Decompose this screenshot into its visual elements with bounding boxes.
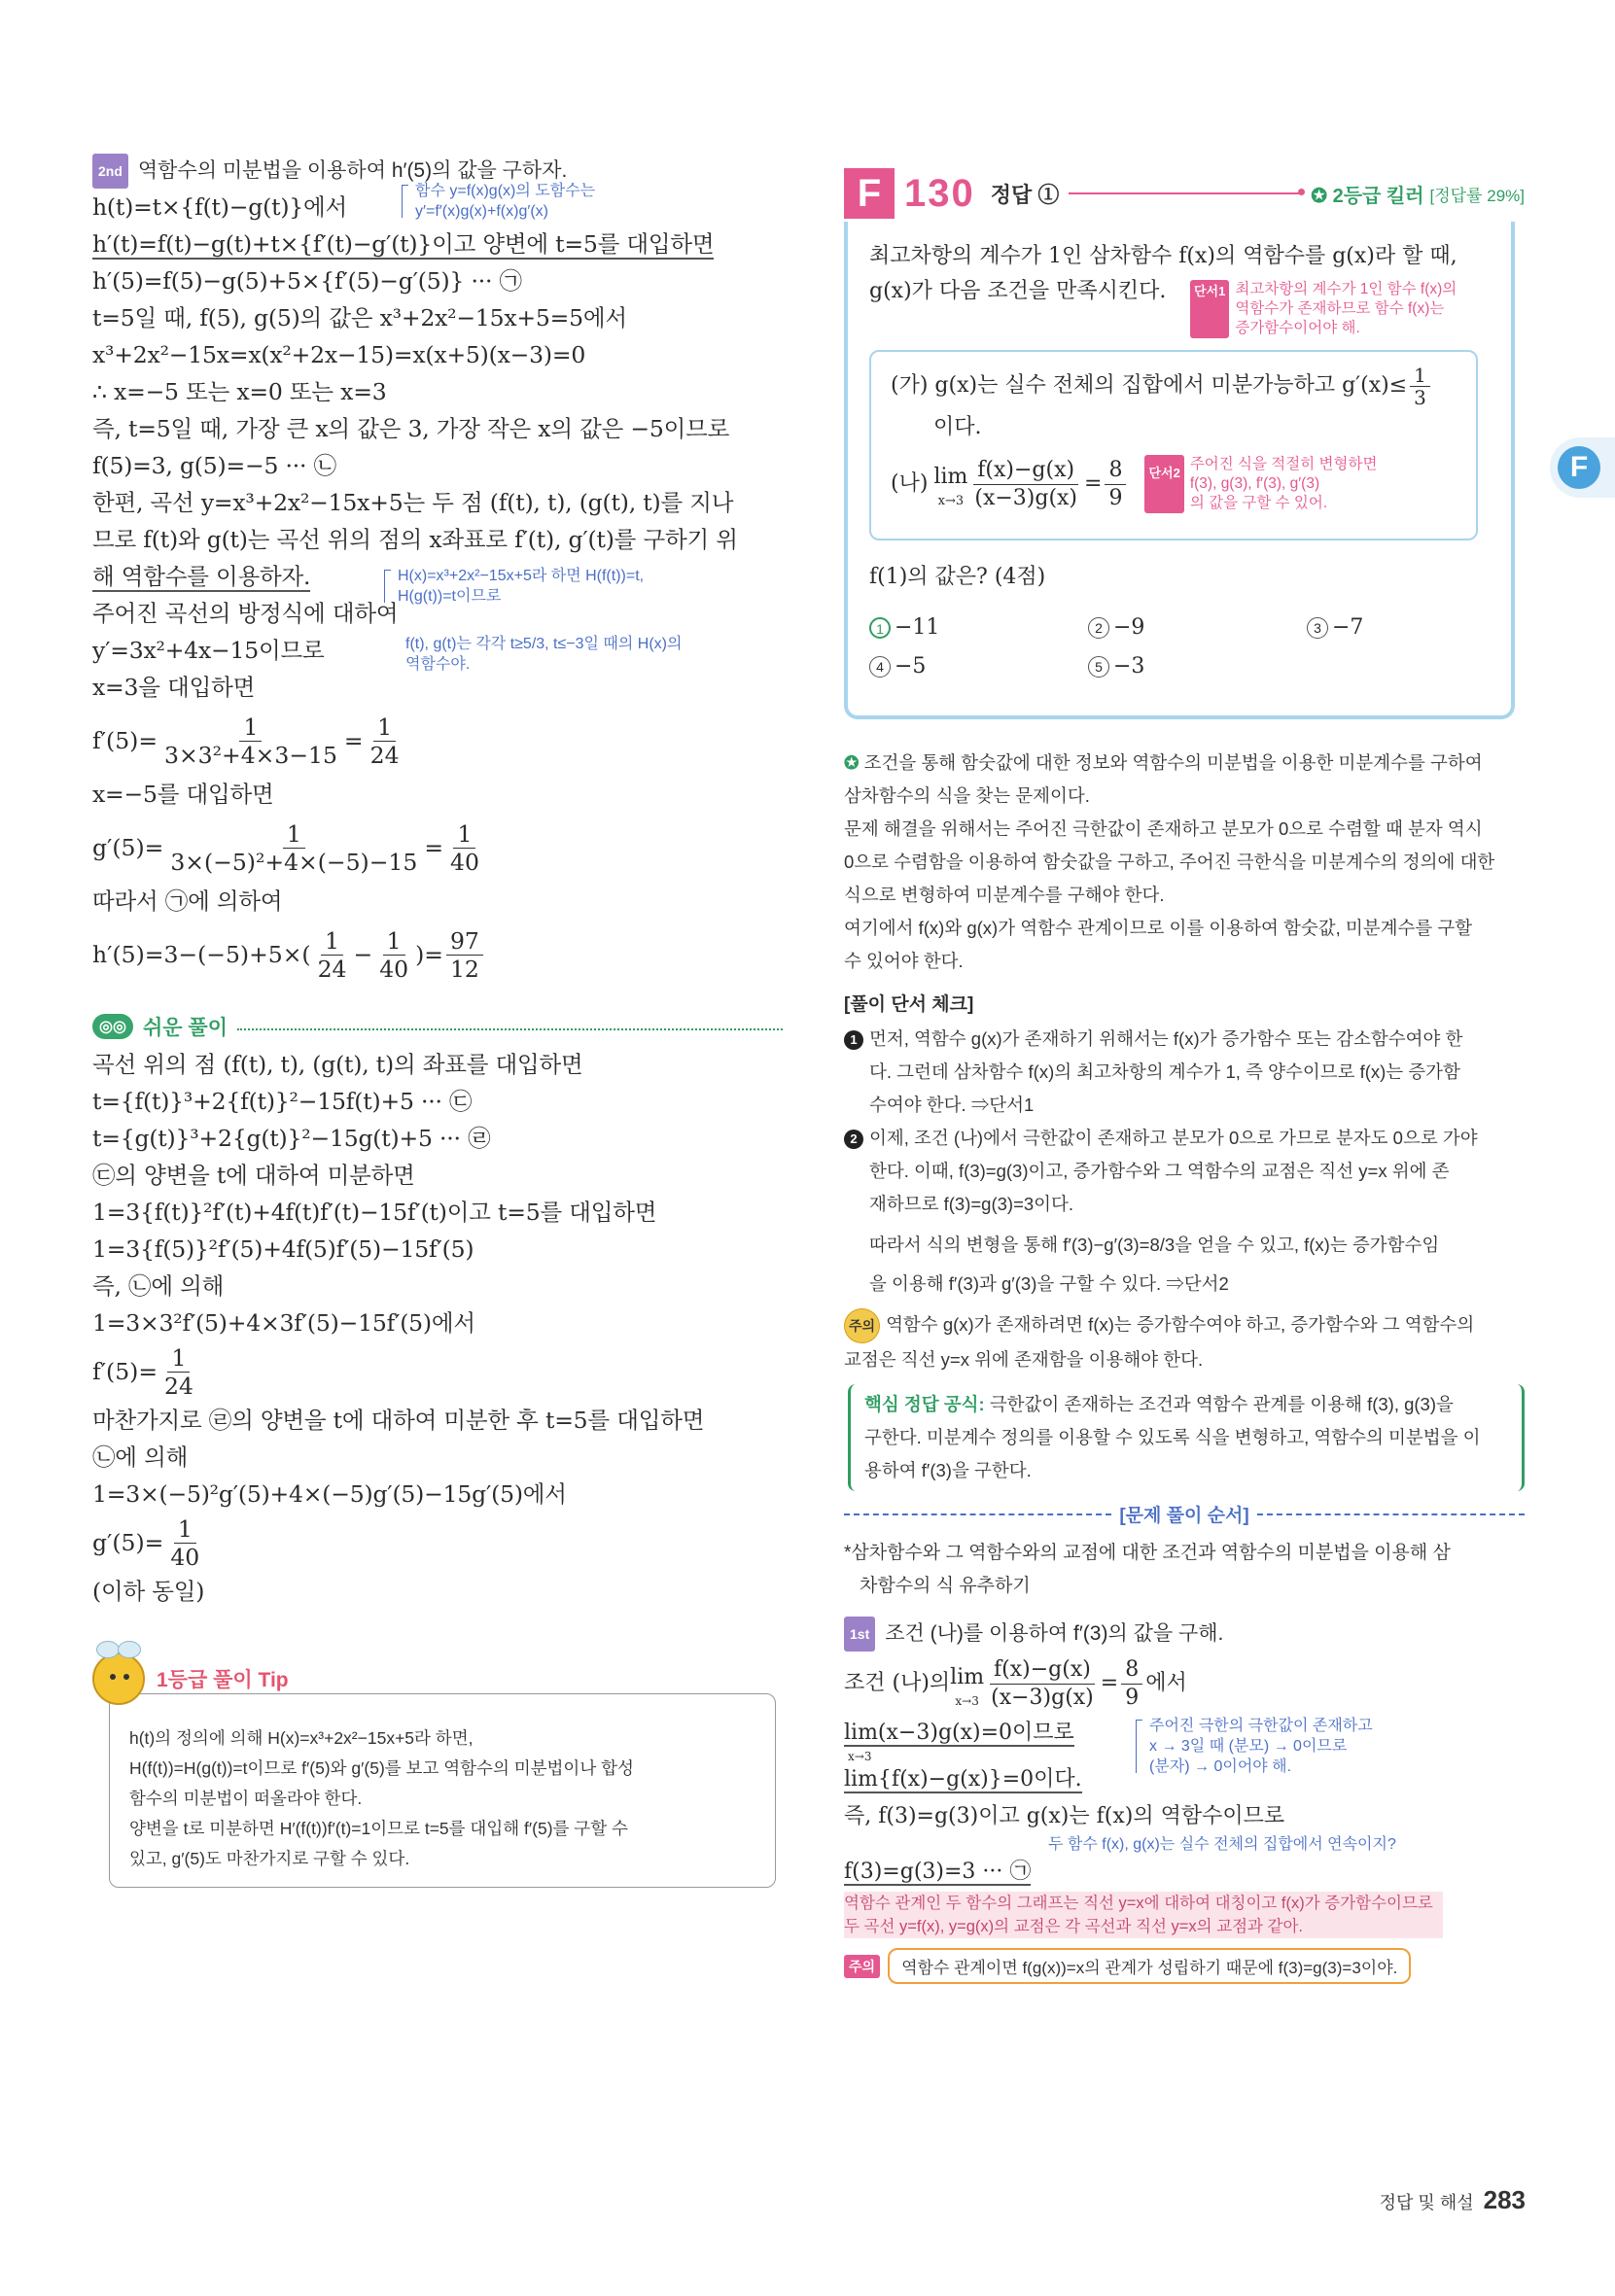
question-header bbox=[844, 165, 1525, 222]
hint-tag: 단서2 bbox=[1144, 455, 1183, 513]
question-ask: f(1)의 값은? (4점) bbox=[869, 565, 1046, 589]
easy-solution-title: 쉬운 풀이 bbox=[143, 1017, 228, 1039]
caution-text: 역함수 관계이면 f(g(x))=x의 관계가 성립하기 때문에 f(3)=g(3)=3이야. bbox=[888, 1948, 1411, 1984]
step-1st bbox=[844, 1617, 1525, 1652]
choice-4[interactable]: 4 −5 bbox=[869, 647, 1088, 686]
check-line: 을 이용해 f′(3)과 g′(3)을 구할 수 있다. ⇒단서2 bbox=[869, 1273, 1229, 1294]
choice-mark: 2 bbox=[1088, 617, 1109, 639]
easy-equation-g: g′(5)= $\frac{1}{40}$ bbox=[92, 1514, 200, 1571]
page-footer bbox=[1380, 2185, 1526, 2215]
easy-line: 즉, ㉡에 의해 bbox=[92, 1272, 225, 1300]
intro-line: 0으로 수렴함을 이용하여 함숫값을 구하고, 주어진 극한식을 미분계수의 정의에 대한 bbox=[844, 852, 1495, 872]
choice-5[interactable]: 5 −3 bbox=[1088, 647, 1307, 686]
easy-line: 마찬가지로 ㉣의 양변을 t에 대하여 미분한 후 t=5를 대입하면 bbox=[92, 1407, 705, 1434]
caution-tag: 주의 bbox=[844, 1955, 880, 1978]
check-line: 수여야 한다. ⇒단서1 bbox=[869, 1095, 1035, 1115]
solution-line: h(t)=t×{f(t)−g(t)}에서 bbox=[92, 193, 348, 221]
easy-line: 곡선 위의 점 (f(t), t), (g(t), t)의 좌표를 대입하면 bbox=[92, 1051, 583, 1078]
solution-line: h′(5)=f(5)−g(5)+5×{f′(5)−g′(5)} ··· ㉠ bbox=[92, 267, 522, 295]
condition-box bbox=[869, 350, 1478, 540]
divider bbox=[237, 1028, 783, 1030]
warning-line: 주의 역함수 g(x)가 존재하려면 f(x)는 증가함수여야 하고, 증가함수와 그 역함수의 bbox=[844, 1308, 1525, 1343]
problem-text: 최고차항의 계수가 1인 삼차함수 f(x)의 역함수를 g(x)라 할 때, bbox=[869, 244, 1457, 268]
easy-line: ㉢의 양변을 t에 대하여 미분하면 bbox=[92, 1162, 415, 1189]
hint-1: 단서1 최고차항의 계수가 1인 함수 f(x)의 역함수가 존재하므로 함수 f(x)는 증가함수이어야 해. bbox=[1190, 280, 1457, 338]
check-line: 재하므로 f(3)=g(3)=3이다. bbox=[869, 1194, 1074, 1214]
condition-a: (가) g(x)는 실수 전체의 집합에서 미분가능하고 g′(x)≤ $\frac{1}{3}$ bbox=[891, 362, 1457, 410]
easy-line: t={g(t)}³+2{g(t)}²−15g(t)+5 ··· ㉣ bbox=[92, 1125, 491, 1152]
solution-line: t=5일 때, f(5), g(5)의 값은 x³+2x²−15x+5=5에서 bbox=[92, 304, 627, 331]
header-rule bbox=[1069, 192, 1301, 194]
solution-line: 즉, t=5일 때, 가장 큰 x의 값은 3, 가장 작은 x의 값은 −5이므로 bbox=[92, 415, 730, 442]
explanation: ✪ 조건을 통해 함숫값에 대한 정보와 역함수의 미분법을 이용한 미분계수를 구하여 삼차함수의 식을 찾는 문제이다. 문제 해결을 위해서는 주어진 극한값이 존재하고 분모가 0으로 수렴할 때 분자 역시 0으로 수렴함을 이용하여 함숫값을 구하고, 주어진 극한식을 미분계수의 정의에 대한 식으로 변형하여 미분계수를 구해야 한다. 여기에서 f(x)와 g(x)가 역함수 관계이므로 이를 이용하여 함숫값, 미분계수를 구할 수 있어야 한다. [풀이 단서 체크] 1 먼저, 역함수 g(x)가 존재하기 위해서는 f(x)가 증가함수 또는 감소함수여야 한 다. 그런데 삼차함수 f(x)의 최고차항의 계수가 1, 즉 양수이므로 f(x)는 증가함 수여야 한다. ⇒단서1 2 이제, 조건 (나)에서 극한값이 존재하고 분모가 0으로 가므로 분자도 0으로 가야 한다. 이때, f(3)=g(3)이고, 증가함수와 그 역함수의 교점은 직선 y=x 위에 존 재하므로 f(3)=g(3)=3이다. 따라서 식의 변형을 통해 f′(3)−g′(3)=8/3을 얻을 수 있고, f(x)는 증가함수임 을 이용해 f′(3)과 g′(3)을 구할 수 있다. ⇒단서2 주의 역함수 g(x)가 존재하려면 f(x)는 증가함수여야 하고, 증가함수와 그 역함수의 교점은 직선 y=x 위에 존재함을 이용해야 한다. 핵심 정답 공식: 극한값이 존재하는 조건과 역함수 관계를 이용해 f(3), g(3)을 구한다. 미분계수 정의를 이용할 수 있도록 식을 변형하고, 역함수의 미분법을 이 용하여 f′(3)을 구한다. [문제 풀이 순서] *삼차함수와 그 역함수와의 교점에 대한 조건과 역함수의 미분법을 이용해 삼 차함수의 식 유추하기 1st 조건 (나)를 이용하여 f′(3)의 값을 구해. 조건 (나)의 lim x→3 $\frac{f(x)-g(x)}{(x-3)g(x)}$ = $\frac{8}{9}$ 에서 lim(x−3)g(x)=0이므로 x→3 lim{f(x)−g(x)}=0이다. 주어진 극한의 극한값이 존재하고 x → 3일 때 (분모) → 0이므로 (분자) → 0이어야 해. 즉, f(3)=g(3)이고 g(x)는 f(x)의 역함수이므로 두 함수 f(x), g(x)는 실수 전체의 집합에서 연속이지? f(3)=g(3)=3 ··· ㉠ 역함수 관계인 두 함수의 그래프는 직선 y=x에 대하여 대칭이고 f(x)가 증가함수이므로 두 곡선 y=f(x), y=g(x)의 교점은 각 곡선과 직선 y=x의 교점과 같아. 주의 역함수 관계이면 f(g(x))=x의 관계가 성립하기 때문에 f(3)=g(3)=3이야. bbox=[844, 747, 1525, 1984]
answer-label: 정답 ① bbox=[990, 182, 1060, 207]
choice-mark: 4 bbox=[869, 656, 891, 678]
chapter-side-tab[interactable] bbox=[1550, 437, 1615, 498]
easy-line: t={f(t)}³+2{f(t)}²−15f(t)+5 ··· ㉢ bbox=[92, 1088, 473, 1115]
derivative-note: 함수 y=f(x)g(x)의 도함수는 y′=f′(x)g(x)+f(x)g′(x) bbox=[402, 181, 595, 222]
equation-h-prime-5: h′(5)=3−(−5)+5×( $\frac{1}{24}$ − $\frac{1}{40}$ )= $\frac{97}{12}$ bbox=[92, 920, 783, 990]
choice-1[interactable]: 1 −11 bbox=[869, 609, 1088, 647]
choice-2[interactable]: 2 −9 bbox=[1088, 609, 1307, 647]
solution-line: 주어진 곡선의 방정식에 대하여 bbox=[92, 600, 399, 627]
solve-order-header bbox=[844, 1501, 1525, 1527]
bullet-1-icon: 1 bbox=[844, 1030, 863, 1050]
check-line: 한다. 이때, f(3)=g(3)이고, 증가함수와 그 역함수의 교점은 직선 y=x 위에 존 bbox=[869, 1161, 1450, 1181]
right-column bbox=[844, 165, 1525, 222]
solution-line: x=3을 대입하면 bbox=[92, 674, 256, 701]
solution-line: 므로 f(t)와 g(t)는 곡선 위의 점의 x좌표로 f′(t), g′(t)를 구하기 위 bbox=[92, 526, 738, 553]
solution-line: y′=3x²+4x−15이므로 bbox=[92, 637, 325, 664]
solution-line: ∴ x=−5 또는 x=0 또는 x=3 bbox=[92, 378, 387, 405]
tip-header bbox=[92, 1652, 295, 1705]
choices bbox=[869, 609, 1501, 686]
check-line: 1 먼저, 역함수 g(x)가 존재하기 위해서는 f(x)가 증가함수 또는 감소함수여야 한 bbox=[844, 1023, 1525, 1056]
inverse-range-note: f(t), g(t)는 각각 t≥5/3, t≤−3일 때의 H(x)의 역함수야. bbox=[405, 636, 683, 673]
step1-limit-line: 조건 (나)의 lim x→3 $\frac{f(x)-g(x)}{(x-3)g(x)}$ = $\frac{8}{9}$ 에서 bbox=[844, 1656, 1187, 1710]
check-line: 다. 그런데 삼차함수 f(x)의 최고차항의 계수가 1, 즉 양수이므로 f(x)는 증가함 bbox=[869, 1061, 1460, 1082]
caution-row bbox=[844, 1948, 1525, 1984]
correct-rate: [정답률 29%] bbox=[1429, 186, 1525, 205]
solution-line: f(5)=3, g(5)=−5 ··· ㉡ bbox=[92, 452, 336, 479]
core-formula-box: 핵심 정답 공식: 극한값이 존재하는 조건과 역함수 관계를 이용해 f(3), g(3)을 구한다. 미분계수 정의를 이용할 수 있도록 식을 변형하고, 역함수의 미분법을 이 용하여 f′(3)을 구한다. bbox=[848, 1384, 1525, 1491]
equation-g-prime-5: g′(5)= $\frac{1}{\text{3×(−5)²+4×(−5)−15}}$ = $\frac{1}{40}$ bbox=[92, 819, 479, 876]
step-badge: 1st bbox=[844, 1617, 875, 1652]
solution-line: h′(t)=f(t)−g(t)+t×{f′(t)−g′(t)}이고 양변에 t=5를 대입하면 bbox=[92, 230, 715, 258]
condition-a-end: 이다. bbox=[933, 415, 982, 439]
easy-line: (이하 동일) bbox=[92, 1578, 205, 1605]
order-text: 차함수의 식 유추하기 bbox=[860, 1576, 1031, 1596]
choice-mark: 5 bbox=[1088, 656, 1109, 678]
choice-mark: 3 bbox=[1307, 617, 1328, 639]
easy-line: 1=3×(−5)²g′(5)+4×(−5)g′(5)−15g′(5)에서 bbox=[92, 1480, 567, 1508]
footer-label: 정답 및 해설 bbox=[1379, 2193, 1474, 2212]
choice-3[interactable]: 3 −7 bbox=[1307, 609, 1501, 647]
intro-line: 식으로 변형하여 미분계수를 구해야 한다. bbox=[844, 885, 1165, 905]
intro-line: 여기에서 f(x)와 g(x)가 역함수 관계이므로 이를 이용하여 함숫값, 미분계수를 구할 bbox=[844, 918, 1473, 938]
left-column bbox=[92, 154, 783, 1610]
step-text: 조건 (나)를 이용하여 f′(3)의 값을 구해. bbox=[885, 1622, 1224, 1645]
page-number: 283 bbox=[1483, 2185, 1526, 2214]
equation-f-prime-5: f′(5)= $\frac{1}{\text{3×3²+4×3−15}}$ = $\frac{1}{24}$ bbox=[92, 713, 400, 769]
hint-tag: 단서1 bbox=[1190, 280, 1229, 338]
order-text: *삼차함수와 그 역함수와의 교점에 대한 조건과 역함수의 미분법을 이용해 삼 bbox=[844, 1543, 1451, 1563]
inverse-note: H(x)=x³+2x²−15x+5라 하면 H(f(t))=t, H(g(t))=t이므로 bbox=[384, 566, 644, 607]
tip-box: h(t)의 정의에 의해 H(x)=x³+2x²−15x+5라 하면, H(f(t))=H(g(t))=t이므로 f′(5)와 g′(5)를 보고 역함수의 미분법이나 합성 함수의 미분법이 떠올라야 한다. 양변을 t로 미분하면 H′(f(t))f′(t)=1이므로 t=5를 대입해 f′(5)를 구할 수 있고, g′(5)도 마찬가지로 구할 수 있다. bbox=[109, 1693, 776, 1888]
check-line: 2 이제, 조건 (나)에서 극한값이 존재하고 분모가 0으로 가므로 분자도 0으로 가야 bbox=[844, 1122, 1525, 1155]
solution-line: 해 역함수를 이용하자. bbox=[92, 563, 311, 590]
intro-line: 삼차함수의 식을 찾는 문제이다. bbox=[844, 785, 1090, 806]
warning-line: 교점은 직선 y=x 위에 존재함을 이용해야 한다. bbox=[844, 1349, 1204, 1370]
tip-title: 1등급 풀이 Tip bbox=[151, 1664, 295, 1693]
intro-line: ✪ 조건을 통해 함숫값에 대한 정보와 역함수의 미분법을 이용한 미분계수를 구하여 bbox=[844, 752, 1483, 773]
core-title: 핵심 정답 공식: bbox=[864, 1394, 985, 1414]
solution-line: x=−5를 대입하면 bbox=[92, 781, 274, 808]
easy-line: 1=3×3²f′(5)+4×3f′(5)−15f′(5)에서 bbox=[92, 1309, 475, 1337]
check-line: 따라서 식의 변형을 통해 f′(3)−g′(3)=8/3을 얻을 수 있고, f(x)는 증가함수임 bbox=[869, 1235, 1440, 1255]
limit-note: 주어진 극한의 극한값이 존재하고 x → 3일 때 (분모) → 0이므로 (분자) → 0이어야 해. bbox=[1136, 1716, 1373, 1777]
symmetry-note: 역함수 관계인 두 함수의 그래프는 직선 y=x에 대하여 대칭이고 f(x)가 증가함수이므로 두 곡선 y=f(x), y=g(x)의 교점은 각 곡선과 직선 y=x의 교점과 같아. bbox=[844, 1892, 1443, 1938]
problem-text: g(x)가 다음 조건을 만족시킨다. bbox=[869, 279, 1167, 303]
step1-line: lim(x−3)g(x)=0이므로 bbox=[844, 1721, 1074, 1745]
question-letter: F bbox=[844, 168, 895, 219]
question-number: 130 bbox=[904, 171, 975, 215]
bullet-2-icon: 2 bbox=[844, 1130, 863, 1149]
step1-line: 즉, f(3)=g(3)이고 g(x)는 f(x)의 역함수이므로 bbox=[844, 1804, 1285, 1828]
chapter-tab-label: F bbox=[1558, 446, 1600, 489]
easy-equation-f: f′(5)= $\frac{1}{24}$ bbox=[92, 1343, 193, 1400]
step1-line: f(3)=g(3)=3 ··· ㉠ bbox=[844, 1860, 1032, 1884]
check-title: [풀이 단서 체크] bbox=[844, 994, 974, 1015]
easy-line: 1=3{f(5)}²f′(5)+4f(5)f′(5)−15f′(5) bbox=[92, 1235, 474, 1263]
warning-tag: 주의 bbox=[844, 1308, 880, 1343]
intro-line: 수 있어야 한다. bbox=[844, 951, 964, 971]
problem-box bbox=[844, 222, 1515, 719]
step-text: 역함수의 미분법을 이용하여 h′(5)의 값을 구하자. bbox=[137, 159, 568, 182]
order-title: [문제 풀이 순서] bbox=[1119, 1506, 1249, 1526]
easy-line: ㉡에 의해 bbox=[92, 1444, 189, 1471]
grade-label: ✪ 2등급 킬러 bbox=[1311, 185, 1424, 207]
glasses-icon: ◎◎ bbox=[92, 1014, 133, 1039]
choice-mark: 1 bbox=[869, 617, 891, 639]
easy-line: 1=3{f(t)}²f′(t)+4f(t)f′(t)−15f′(t)이고 t=5를 대입하면 bbox=[92, 1199, 657, 1226]
hint-2: 단서2 주어진 식을 적절히 변형하면 f(3), g(3), f′(3), g′(3) 의 값을 구할 수 있어. bbox=[1144, 455, 1377, 513]
star-icon: ✪ bbox=[844, 752, 864, 773]
step-badge: 2nd bbox=[92, 154, 128, 189]
continuity-note: 두 함수 f(x), g(x)는 실수 전체의 집합에서 연속이지? bbox=[1048, 1836, 1396, 1853]
condition-b: (나) lim x→3 $\frac{f(x)-g(x)}{(x-3)g(x)}$ = $\frac{8}{9}$ 단서2 주어진 식을 적절히 변형하면 f(3), g(3), f′(3), g′(3) 의 값을 구할 수 있어. bbox=[891, 456, 1378, 511]
solution-line: x³+2x²−15x=x(x²+2x−15)=x(x+5)(x−3)=0 bbox=[92, 341, 586, 368]
solution-line: 따라서 ㉠에 의하여 bbox=[92, 887, 283, 915]
bee-icon bbox=[92, 1652, 145, 1705]
step1-line: lim{f(x)−g(x)}=0이다. bbox=[844, 1767, 1082, 1792]
intro-line: 문제 해결을 위해서는 주어진 극한값이 존재하고 분모가 0으로 수렴할 때 분자 역시 bbox=[844, 818, 1483, 839]
easy-solution-header bbox=[92, 1007, 783, 1046]
solution-line: 한편, 곡선 y=x³+2x²−15x+5는 두 점 (f(t), t), (g(t), t)를 지나 bbox=[92, 489, 734, 516]
